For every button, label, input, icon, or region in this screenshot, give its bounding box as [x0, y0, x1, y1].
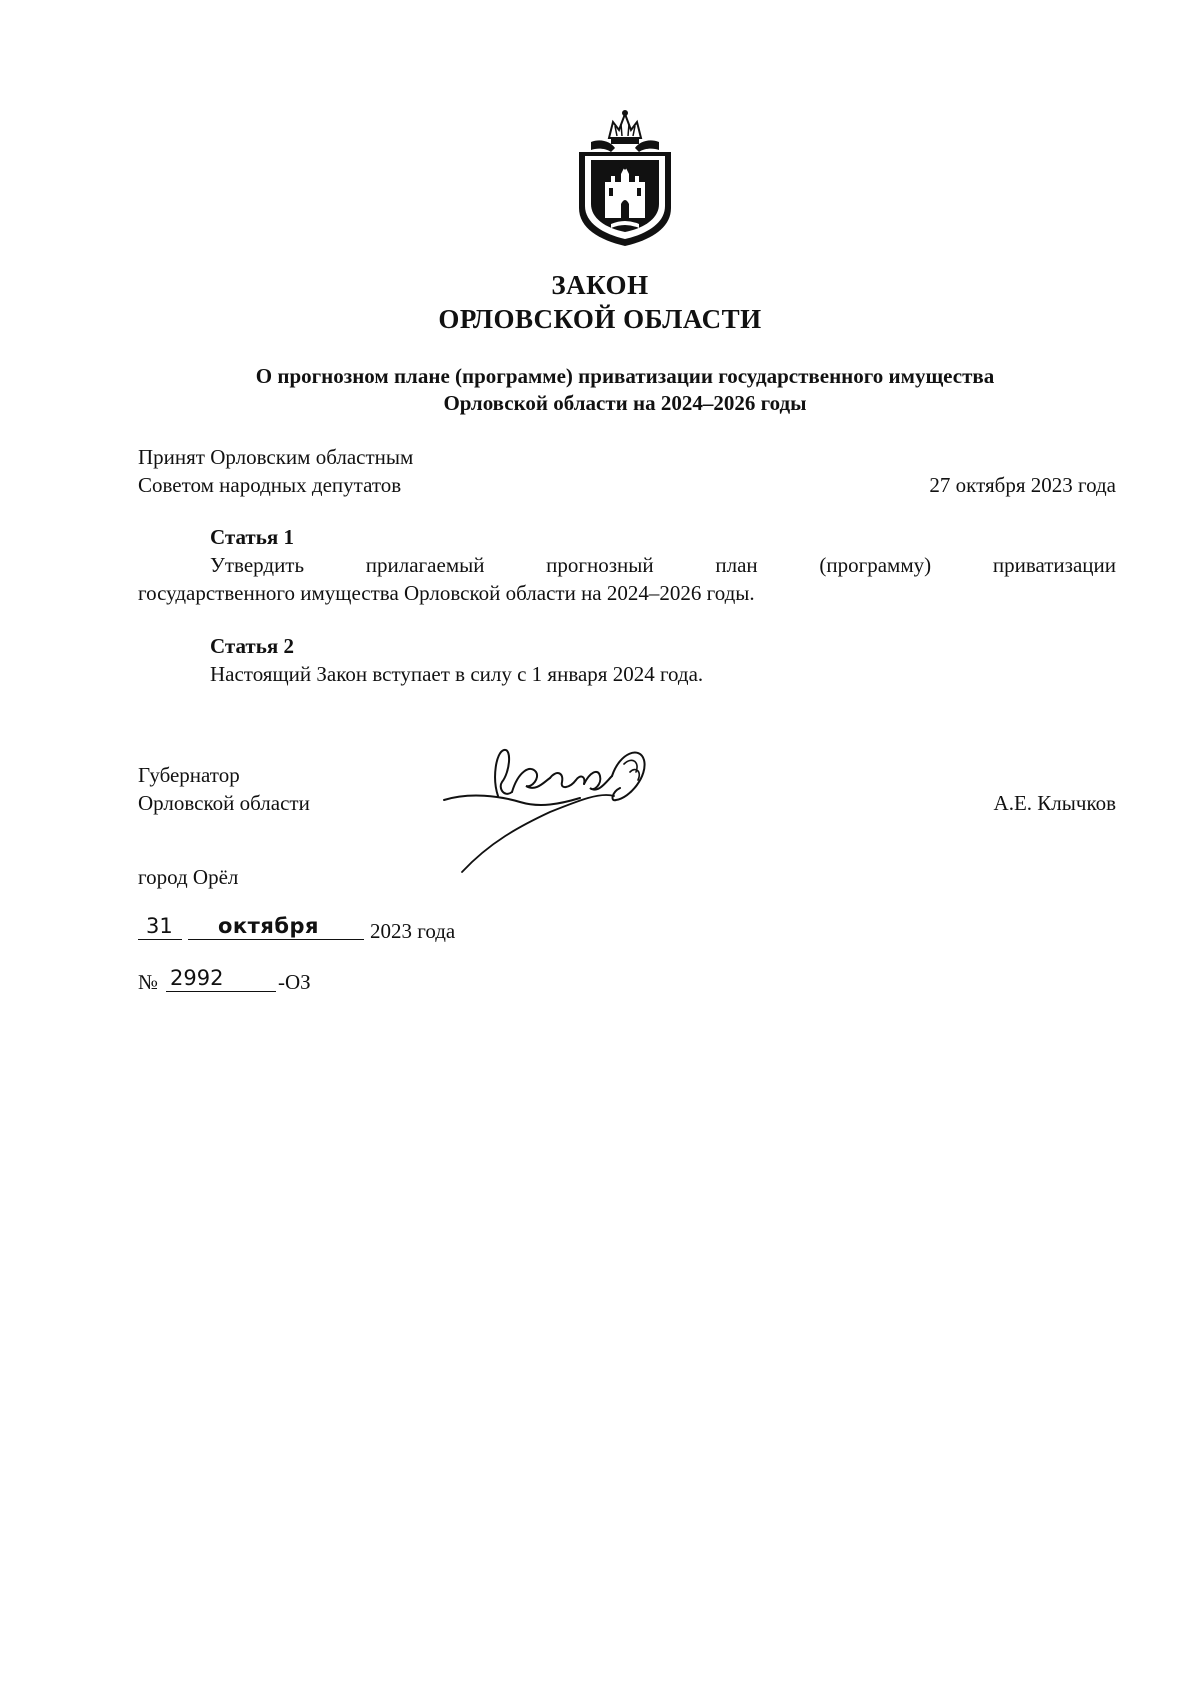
- year-text: 2023 года: [370, 919, 456, 943]
- day-underline: [138, 939, 182, 940]
- article1-word: Утвердить: [210, 553, 305, 577]
- month-handwritten: октября: [218, 914, 320, 938]
- handwritten-signature: [440, 742, 670, 882]
- adoption-line1: Принят Орловским областным: [138, 445, 414, 469]
- number-handwritten: 2992: [170, 966, 224, 990]
- article1-heading: Статья 1: [210, 525, 294, 549]
- article1-line1: [210, 552, 1116, 579]
- city: город Орёл: [138, 865, 239, 889]
- law-subject-line1: О прогнозном плане (программе) приватизации государственного имущества: [255, 364, 995, 388]
- document-title-line2: ОРЛОВСКОЙ ОБЛАСТИ: [438, 304, 762, 334]
- article1-line2: государственного имущества Орловской области на 2024–2026 годы.: [138, 581, 755, 605]
- article1-word: прилагаемый: [365, 553, 485, 577]
- signatory-name: А.Е. Клычков: [993, 791, 1116, 815]
- adoption-line2: Советом народных депутатов: [138, 473, 402, 497]
- article1-word: прогнозный: [546, 553, 654, 577]
- article1-word: (программу): [819, 553, 932, 577]
- article1-word: приватизации: [992, 553, 1116, 577]
- month-underline: [188, 939, 364, 940]
- document-title-line1: ЗАКОН: [551, 270, 649, 300]
- signatory-position-line1: Губернатор: [138, 763, 240, 787]
- article2-text: Настоящий Закон вступает в силу с 1 января 2024 года.: [210, 662, 704, 686]
- law-subject-line2: Орловской области на 2024–2026 годы: [443, 391, 807, 415]
- signatory-position-line2: Орловской области: [138, 791, 310, 815]
- adoption-date: 27 октября 2023 года: [929, 473, 1116, 497]
- day-handwritten: 31: [146, 914, 173, 938]
- article1-word: план: [715, 553, 758, 577]
- coat-of-arms-emblem: [571, 108, 679, 248]
- number-sign: №: [138, 970, 159, 994]
- number-suffix: -ОЗ: [278, 970, 311, 994]
- article2-heading: Статья 2: [210, 634, 294, 658]
- number-underline: [166, 991, 276, 992]
